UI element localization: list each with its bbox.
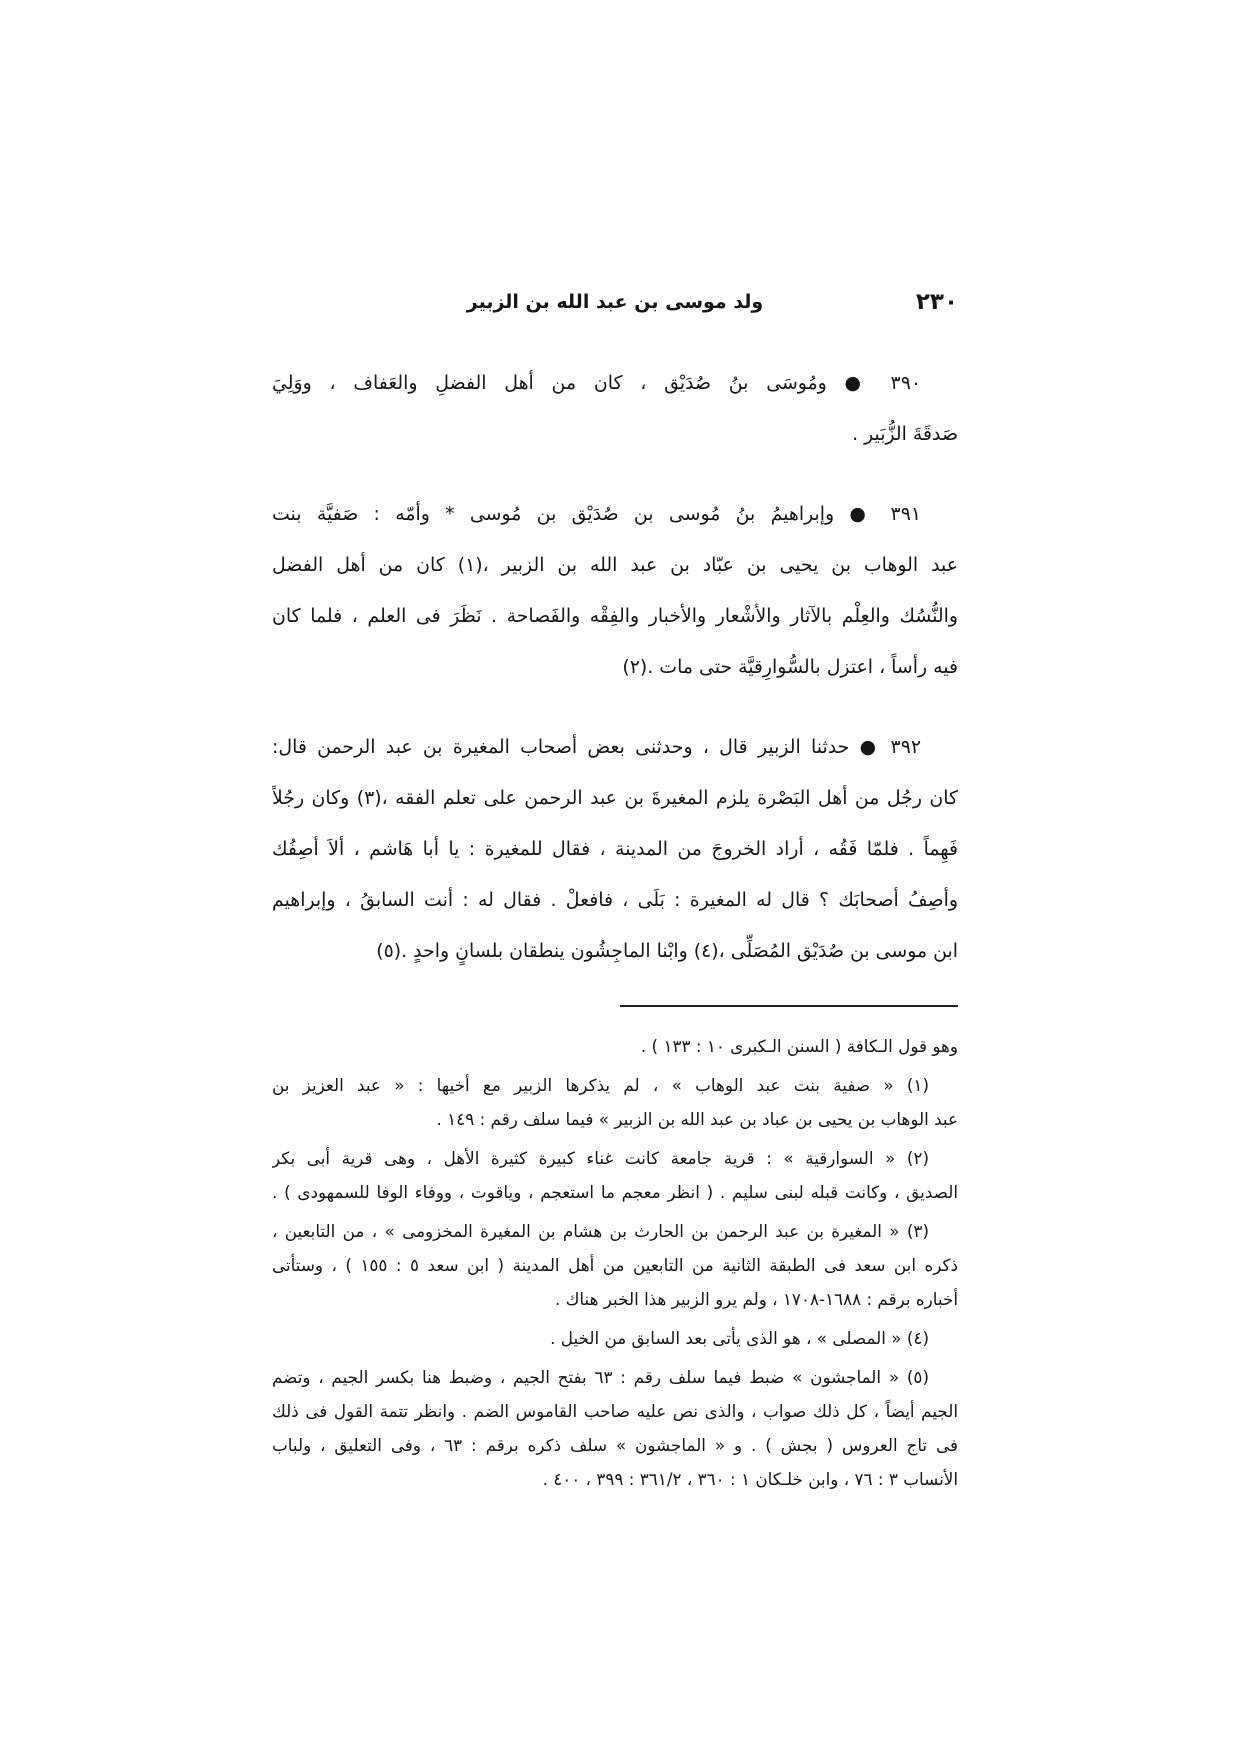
footnote-continuation-line: وهو قول الـكافة ( السنن الـكبرى ١٠ : ١٣٣ ) .: [640, 1036, 958, 1056]
footnote-5: [272, 1360, 958, 1496]
paragraph-392-line-2: كان رجُل من أهل البَصْرة يلزم المغيرةَ بن عبد الرحمن على تعلم الفقه ،(٣) وكان رجُلاً: [272, 787, 958, 809]
paragraph-391-line-1: ٣٩١ ● وإبراهيمُ بنُ مُوسى بن صُدَيْق بن مُوسى * وأمّه : صَفيَّة بنت: [272, 503, 921, 525]
footnote-5-line-2: الجيم أيضاً ، كل ذلك صواب ، والذى نص عليه صاحب القاموس الضم . وانظر تتمة القول فى ذلك: [272, 1401, 958, 1421]
paragraph-392-line-3: فَهِماً . فلمّا فَقُه ، أراد الخروجَ من المدينة ، فقال للمغيرة : يا أبا هَاشم ، ألاَ أصِفُك: [272, 838, 958, 860]
footnote-1: [272, 1068, 958, 1136]
footnote-separator: [620, 1005, 958, 1007]
footnote-3: [272, 1214, 958, 1316]
footnote-2-line-1: (٢) « السوارقية » : قرية جامعة كانت غناء كبيرة كثيرة الأهل ، وهى قرية أبى بكر: [272, 1148, 929, 1168]
footnote-4: [272, 1321, 958, 1355]
footnote-2: [272, 1141, 958, 1209]
paragraph-391-line-2: عبد الوهاب بن يحيى بن عبّاد بن عبد الله بن الزبير ،(١) كان من أهل الفضل: [272, 554, 958, 576]
main-text: [272, 358, 958, 1006]
paragraph-392-line-1: ٣٩٢ ● حدثنا الزبير قال ، وحدثنى بعض أصحاب المغيرة بن عبد الرحمن قال:: [272, 736, 921, 758]
footnote-5-line-4: الأنساب ٣ : ٧٦ ، وابن خلـكان ١ : ٣٦٠ ، ٣٦١/٢ : ٣٩٩ ، ٤٠٠ .: [542, 1469, 958, 1489]
footnote-5-line-1: (٥) « الماجشون » ضبط فيما سلف رقم : ٦٣ بفتح الجيم ، وضبط هنا بكسر الجيم ، وتضم: [272, 1367, 929, 1387]
footnote-2-line-2: الصديق ، وكانت قبله لبنى سليم . ( انظر معجم ما استعجم ، وياقوت ، ووفاء الوفا للسمهودى ) .: [272, 1182, 958, 1202]
footnotes: [272, 1029, 958, 1501]
page-number: ٢٣٠: [915, 289, 958, 315]
running-title: ولد موسى بن عبد الله بن الزبير: [466, 291, 764, 313]
running-header: [272, 284, 958, 320]
paragraph-391: [272, 489, 958, 693]
paragraph-391-line-3: والنُّسُك والعِلْم بالآثار والأشْعار والأخبار والفِقْه والفَصاحة . نَظَرَ فى العلم ، فلما كان: [272, 605, 958, 627]
footnote-1-line-1: (١) « صفية بنت عبد الوهاب » ، لم يذكرها الزبير مع أخيها : « عبد العزيز بن: [272, 1075, 929, 1095]
paragraph-390: [272, 358, 958, 460]
paragraph-392: [272, 722, 958, 977]
footnote-continuation: [272, 1029, 958, 1063]
footnote-3-line-1: (٣) « المغيرة بن عبد الرحمن بن الحارث بن هشام بن المغيرة المخزومى » ، من التابعين ،: [272, 1221, 929, 1241]
paragraph-391-line-4: فيه رأساً ، اعتزل بالسُّوارِقيَّة حتى مات .(٢): [622, 656, 958, 678]
footnote-1-line-2: عبد الوهاب بن يحيى بن عباد بن عبد الله بن الزبير » فيما سلف رقم : ١٤٩ .: [436, 1109, 958, 1129]
footnote-5-line-3: فى تاج العروس ( بجش ) . و « الماجشون » سلف ذكره برقم : ٦٣ ، وفى التعليق ، ولباب: [272, 1435, 958, 1455]
footnote-4-line-1: (٤) « المصلى » ، هو الذى يأتى بعد السابق من الخيل .: [550, 1328, 929, 1348]
footnote-3-line-3: أخباره برقم : ١٦٨٨-١٧٠٨ ، ولم يرو الزبير هذا الخبر هناك .: [554, 1289, 958, 1309]
paragraph-390-line-2: صَدقَةَ الزُّبَير .: [852, 423, 958, 445]
paragraph-392-line-5: ابن موسى بن صُدَيْق المُصَلِّى ،(٤) وابْنا الماجِشُون ينطقان بلسانٍ واحدٍ .(٥): [376, 940, 958, 962]
paragraph-390-line-1: ٣٩٠ ● ومُوسَى بنُ صُدَيْق ، كان من أهل الفضلِ والعَفاف ، ووَلِيَ: [272, 372, 921, 394]
paragraph-392-line-4: وأصِفُ أصحابَك ؟ قال له المغيرة : بَلَى ، فافعلْ . فقال له : أنت السابقُ ، وإبراهيم: [272, 889, 958, 911]
footnote-3-line-2: ذكره ابن سعد فى الطبقة الثانية من التابعين من أهل المدينة ( ابن سعد ٥ : ١٥٥ ) ، وستأتى: [272, 1255, 958, 1275]
